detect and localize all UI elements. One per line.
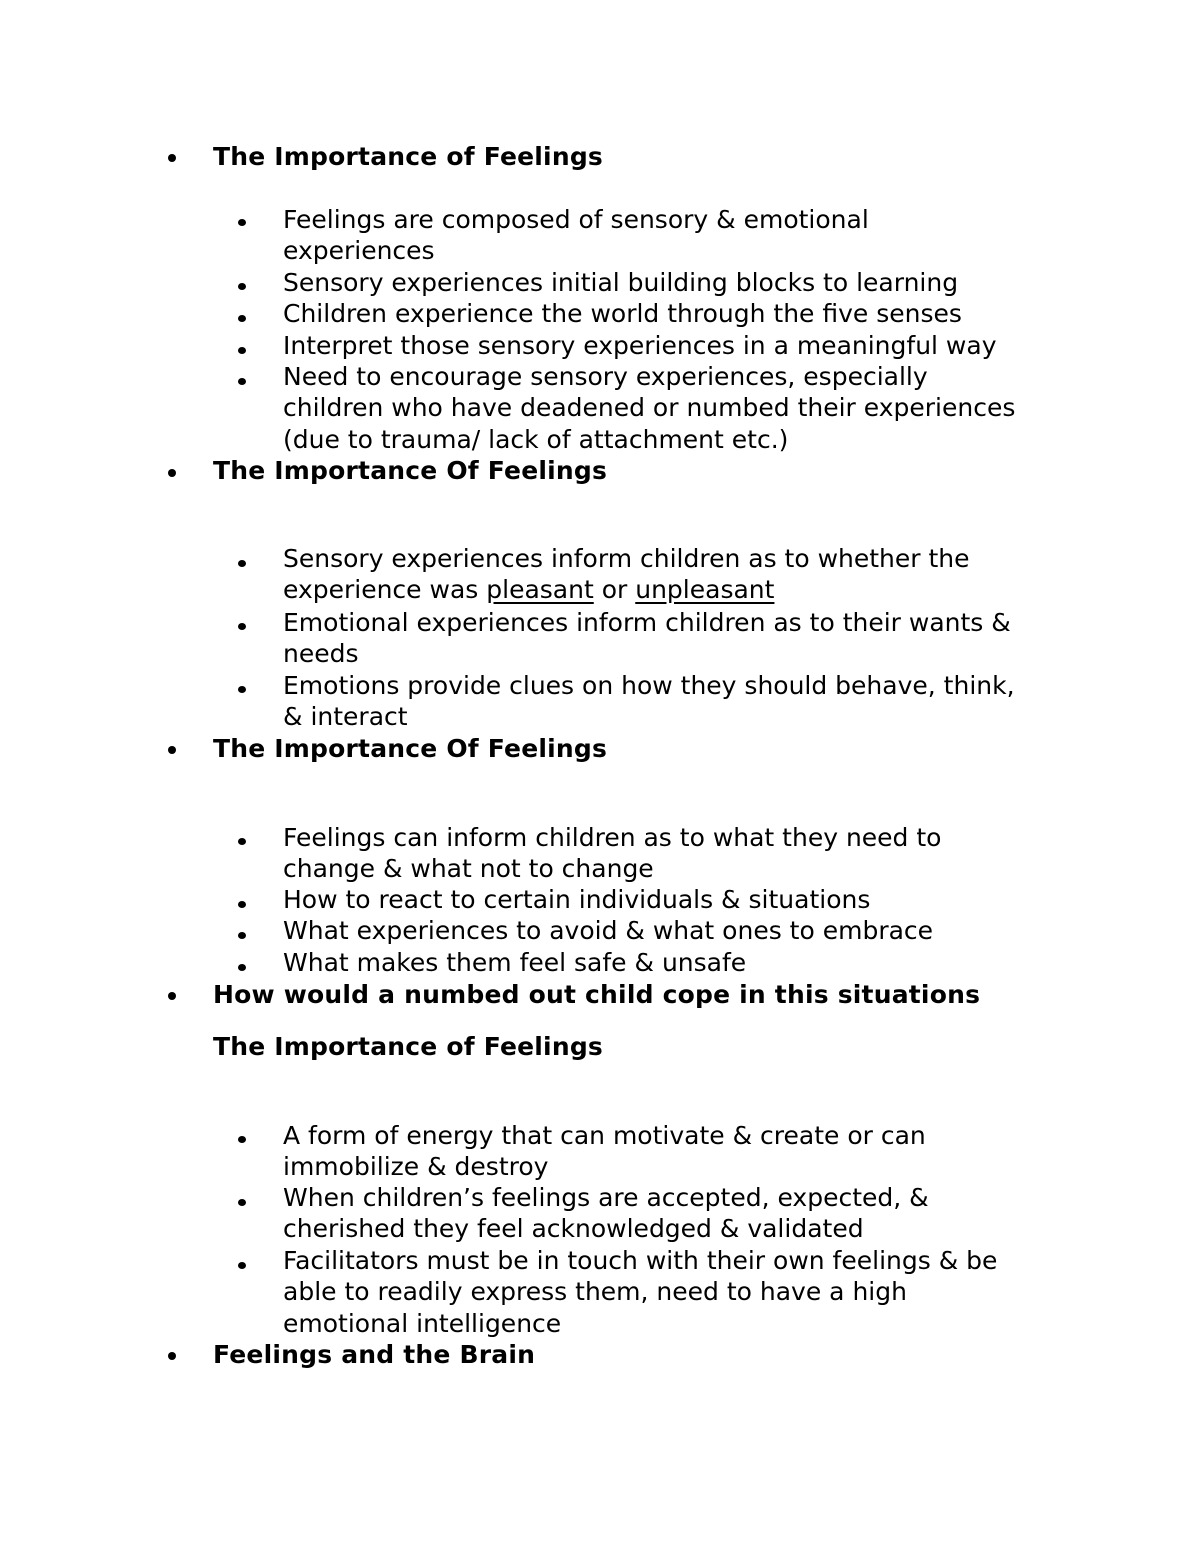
list-item: Sensory experiences inform children as to whether the experience was pleasant or unpleasant	[283, 544, 970, 605]
bullet-icon	[238, 560, 246, 567]
bullet-icon	[238, 623, 246, 630]
bullet-icon	[238, 964, 246, 971]
bullet-icon	[168, 992, 176, 1000]
list-item: What makes them feel safe & unsafe	[283, 948, 747, 977]
bullet-icon	[238, 378, 246, 385]
section-subheading: The Importance of Feelings	[213, 1032, 604, 1061]
underlined-text: unpleasant	[635, 575, 775, 605]
list-item: A form of energy that can motivate & create or can immobilize & destroy	[283, 1121, 926, 1182]
bullet-icon	[238, 219, 246, 226]
section-heading: How would a numbed out child cope in this situations	[213, 980, 981, 1009]
bullet-icon	[238, 1136, 246, 1143]
list-item: Feelings are composed of sensory & emotional experiences	[283, 205, 869, 266]
list-item: Emotional experiences inform children as to their wants & needs	[283, 608, 1011, 669]
bullet-icon	[168, 746, 176, 754]
section-heading: The Importance Of Feelings	[213, 734, 608, 763]
list-item: Interpret those sensory experiences in a meaningful way	[283, 331, 997, 360]
bullet-icon	[168, 469, 176, 477]
list-item: What experiences to avoid & what ones to embrace	[283, 916, 934, 945]
bullet-icon	[238, 283, 246, 290]
underlined-text: pleasant	[486, 575, 594, 605]
list-item: Sensory experiences initial building blocks to learning	[283, 268, 959, 297]
bullet-icon	[238, 1199, 246, 1206]
bullet-icon	[238, 347, 246, 354]
list-item: When children’s feelings are accepted, expected, & cherished they feel acknowledged & validated	[283, 1183, 929, 1244]
bullet-icon	[238, 686, 246, 693]
bullet-icon	[238, 932, 246, 939]
list-item: How to react to certain individuals & situations	[283, 885, 871, 914]
list-item: Feelings can inform children as to what they need to change & what not to change	[283, 823, 942, 884]
list-item: Emotions provide clues on how they should behave, think, & interact	[283, 671, 1015, 732]
bullet-icon	[238, 315, 246, 322]
bullet-icon	[168, 1352, 176, 1360]
section-heading: The Importance Of Feelings	[213, 456, 608, 485]
bullet-icon	[238, 1262, 246, 1269]
section-heading: Feelings and the Brain	[213, 1340, 536, 1369]
bullet-icon	[238, 901, 246, 908]
list-item: Children experience the world through the five senses	[283, 299, 962, 328]
list-item: Need to encourage sensory experiences, especially children who have deadened or numbed their experiences (due to trauma/ lack of attachment etc.)	[283, 362, 1016, 454]
list-item: Facilitators must be in touch with their own feelings & be able to readily express them, need to have a high emotional intelligence	[283, 1246, 998, 1338]
bullet-icon	[238, 838, 246, 845]
bullet-icon	[168, 154, 176, 162]
section-heading: The Importance of Feelings	[213, 142, 604, 171]
